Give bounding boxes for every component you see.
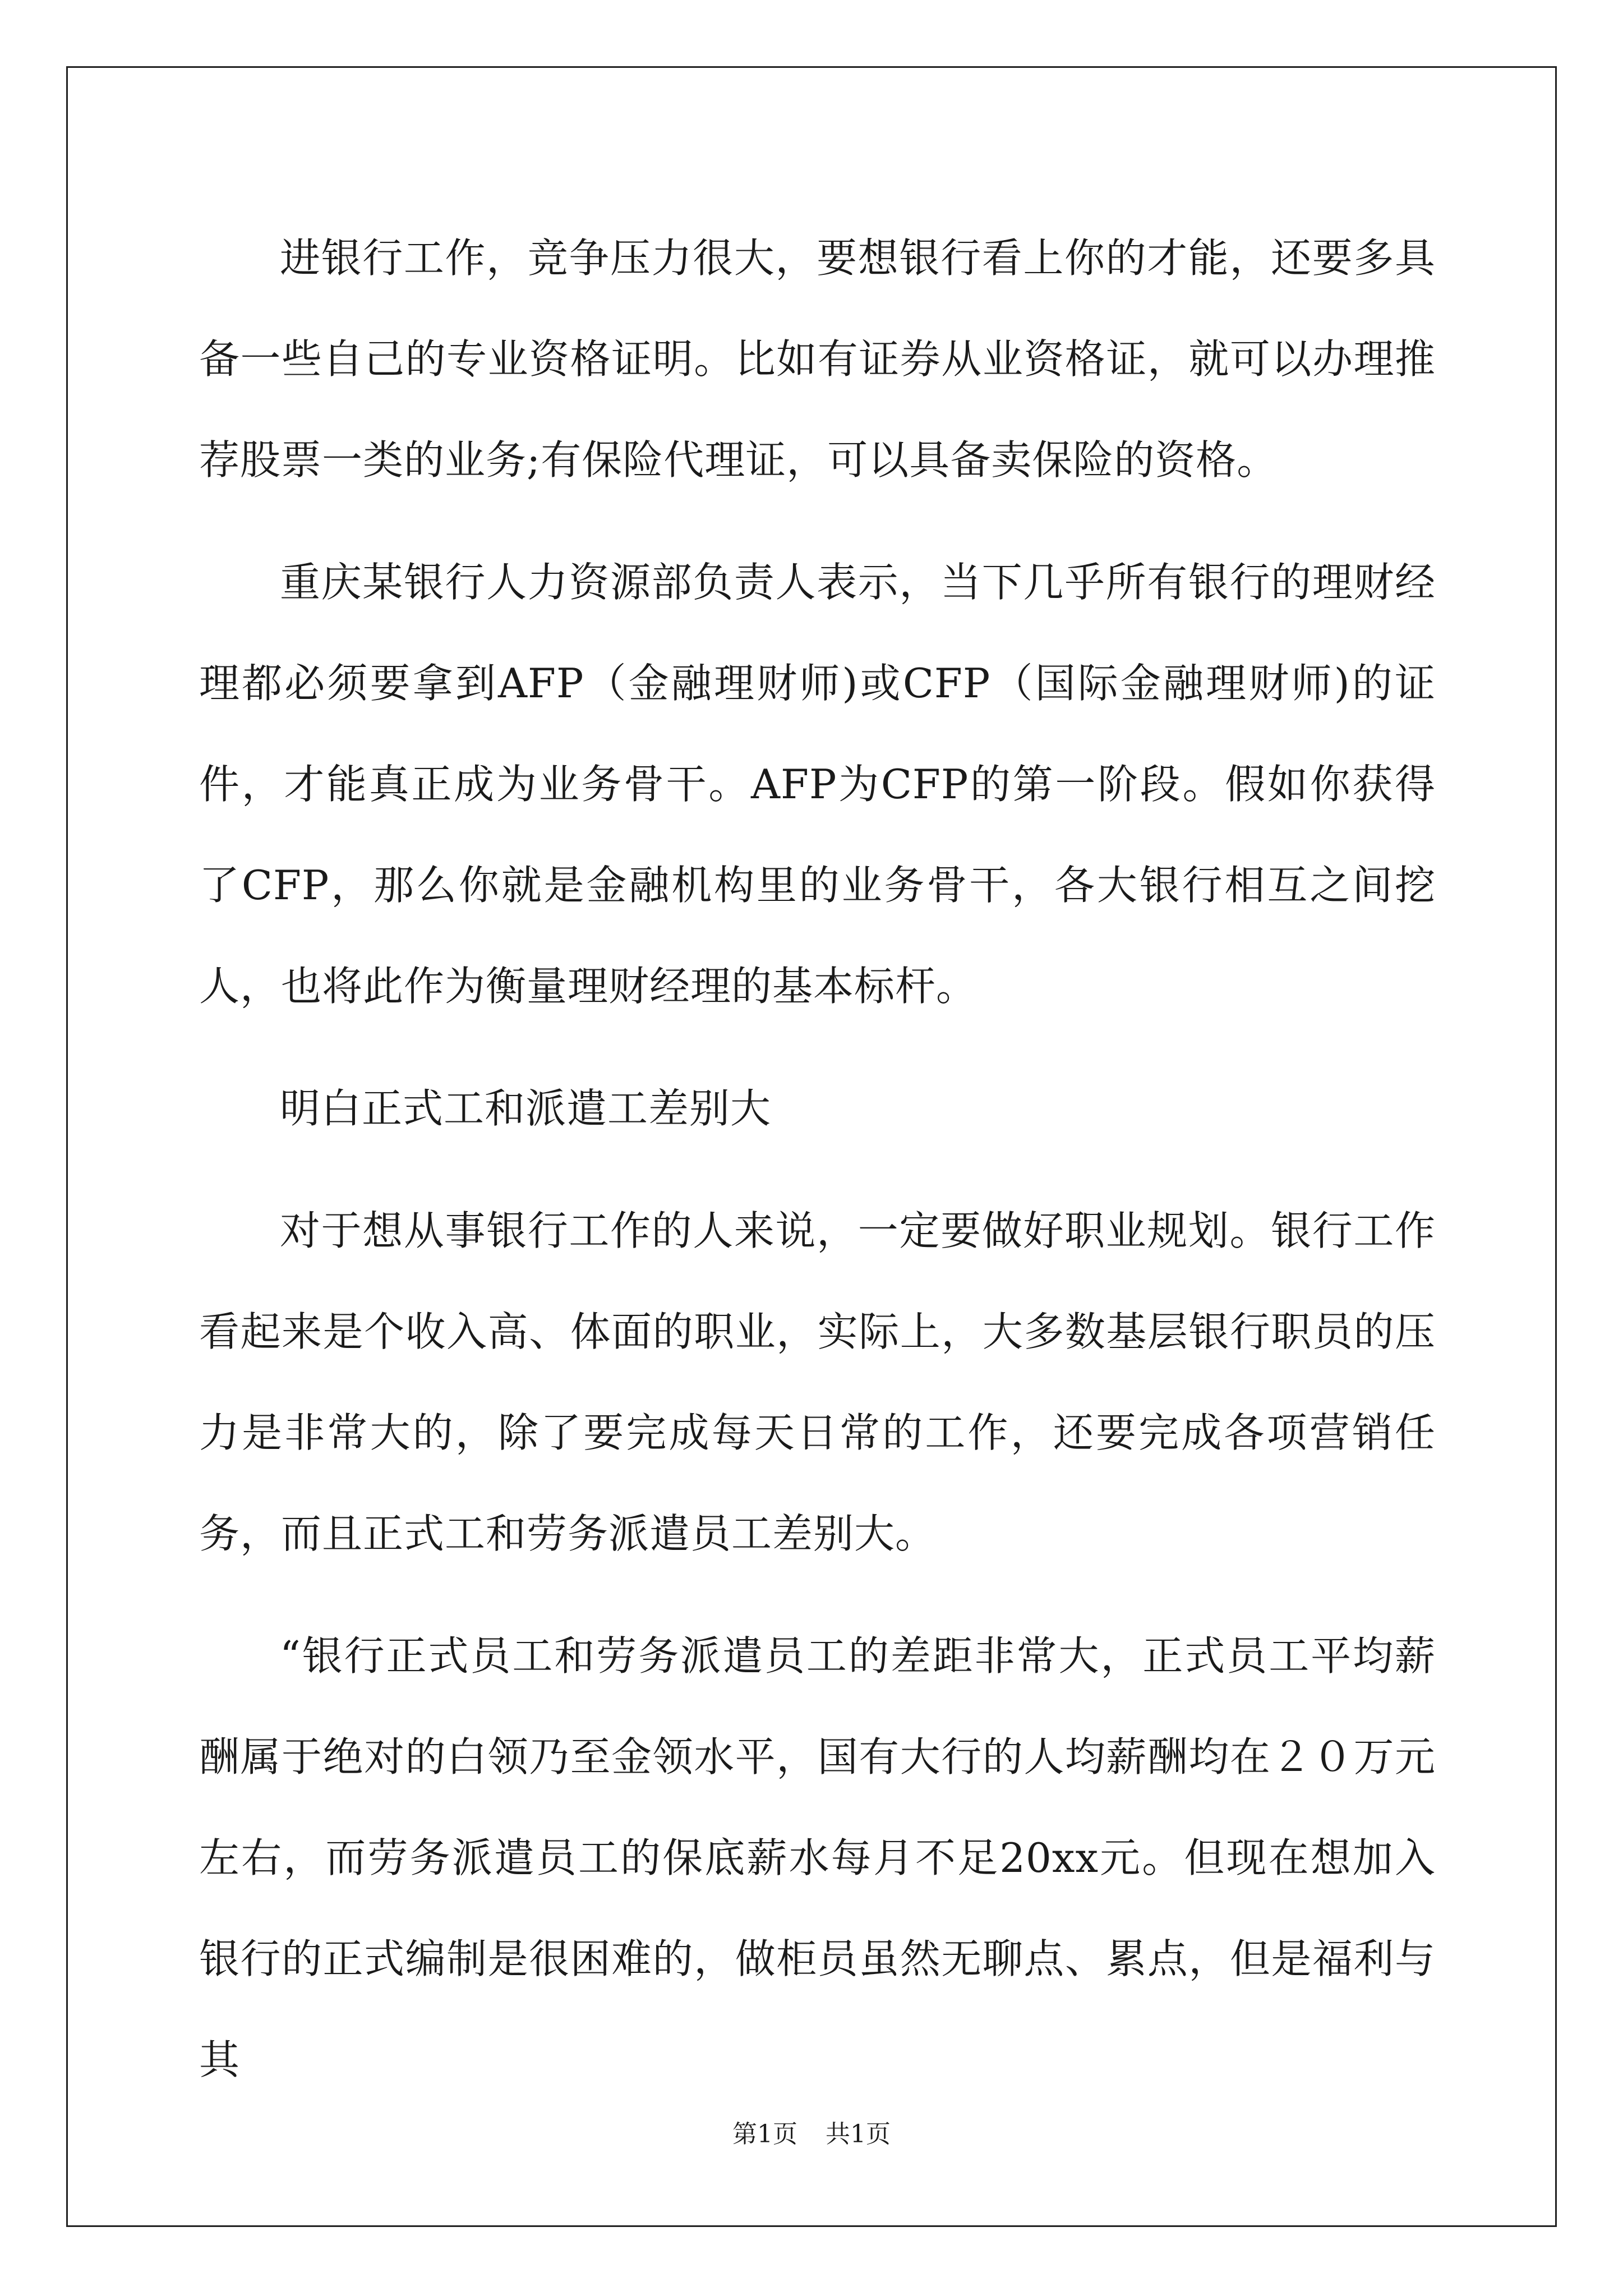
paragraph-qualifications: 进银行工作，竞争压力很大，要想银行看上你的才能，还要多具备一些自己的专业资格证明。比如有证券从业资格证，就可以办理推荐股票一类的业务;有保险代理证，可以具备卖保险的资格。 (199, 234, 1436, 484)
document-body (199, 208, 1436, 2110)
paragraph-career-planning: 对于想从事银行工作的人来说，一定要做好职业规划。银行工作看起来是个收入高、体面的职业，实际上，大多数基层银行职员的压力是非常大的，除了要完成每天日常的工作，还要完成各项营销任务，而且正式工和劳务派遣员工差别大。 (199, 1207, 1436, 1557)
paragraph-salary-quote: “银行正式员工和劳务派遣员工的差距非常大，正式员工平均薪酬属于绝对的白领乃至金领水平，国有大行的人均薪酬均在２０万元左右，而劳务派遣员工的保底薪水每月不足20xx元。但现在想加入银行的正式编制是很困难的，做柜员虽然无聊点、累点，但是福利与其 (199, 1632, 1436, 2083)
section-heading: 明白正式工和派遣工差别大 (280, 1085, 772, 1132)
paragraph-afp-cfp: 重庆某银行人力资源部负责人表示，当下几乎所有银行的理财经理都必须要拿到AFP（金融理财师)或CFP（国际金融理财师)的证件，才能真正成为业务骨干。AFP为CFP的第一阶段。假如你获得了CFP，那么你就是金融机构里的业务骨干，各大银行相互之间挖人，也将此作为衡量理财经理的基本标杆。 (199, 559, 1436, 1010)
page-number-current: 第1页 (732, 2120, 797, 2148)
page-footer (0, 2118, 1623, 2151)
page-number-total: 共1页 (826, 2120, 891, 2148)
